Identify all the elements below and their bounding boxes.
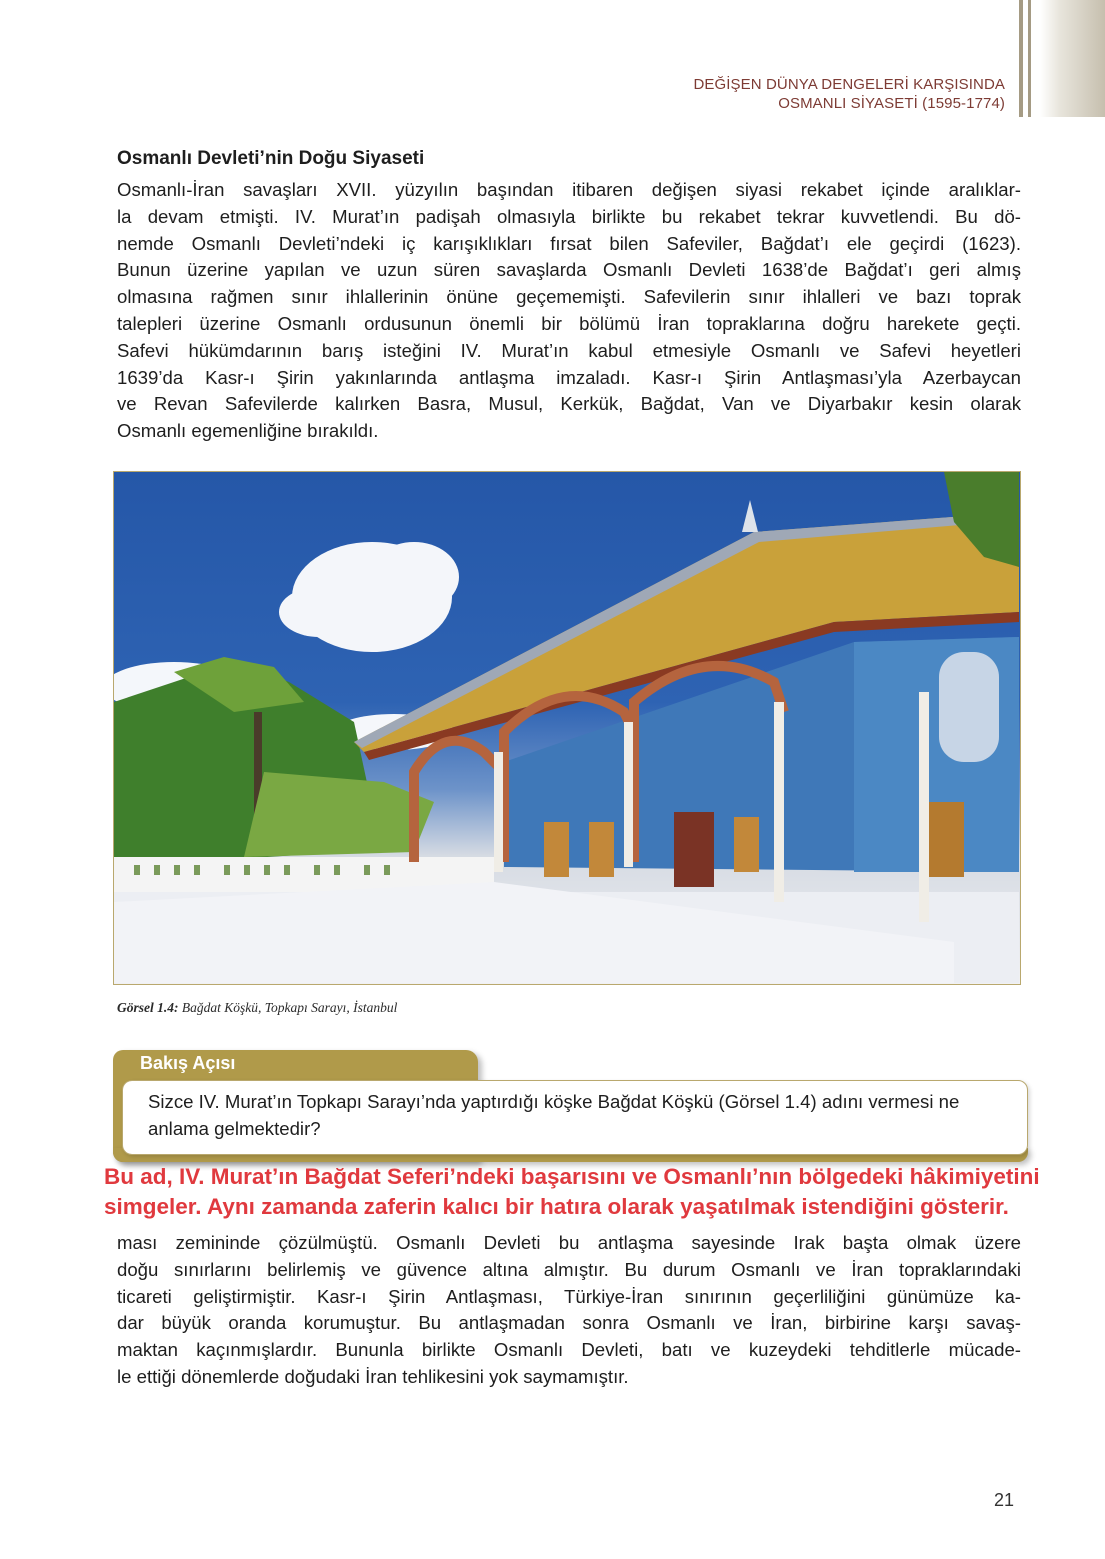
text-line: olmasına rağmen sınır ihlallerinin önüne geçememişti. Safevilerin sınır ihlalleri ve bazı toprak xyxy=(117,286,1021,308)
page-number: 21 xyxy=(994,1490,1015,1510)
header-decoration-bar xyxy=(1019,0,1023,117)
text-line: Osmanlı egemenliğine bırakıldı. xyxy=(117,420,379,442)
text-line: ması zemininde çözülmüştü. Osmanlı Devleti bu antlaşma sayesinde Irak başta olmak üzere xyxy=(117,1232,1021,1253)
text-line: nemde Osmanlı Devleti’ndeki iç karışıklıkları fırsat bilen Safeviler, Bağdat’ı ele geçirdi (1623). xyxy=(117,232,1021,254)
paragraph-1 xyxy=(117,177,1021,445)
paragraph-2 xyxy=(117,1230,1021,1391)
text-line: la devam etmişti. IV. Murat’ın padişah olmasıyla birlikte bu rekabet tekrar kuvvetlendi. Bu dö- xyxy=(117,205,1021,227)
handwritten-answer: Bu ad, IV. Murat’ın Bağdat Seferi’ndeki başarısını ve Osmanlı’nın bölgedeki hâkimiyetini simgeler. Aynı zamanda zaferin kalıcı bir hatıra olarak yaşatılmak istendiğini gösterir. xyxy=(104,1164,1040,1219)
running-head-line1: DEĞİŞEN DÜNYA DENGELERİ KARŞISINDA xyxy=(693,76,1005,93)
text-line: talepleri üzerine Osmanlı ordusunun önemli bir bölümü İran topraklarına doğru harekete geçti. xyxy=(117,312,1021,334)
section-title: Osmanlı Devleti’nin Doğu Siyaseti xyxy=(117,148,425,169)
figure-caption-text: Bağdat Köşkü, Topkapı Sarayı, İstanbul xyxy=(178,1000,398,1015)
text-line: 1639’da Kasr-ı Şirin yakınlarında antlaşma imzaladı. Kasr-ı Şirin Antlaşması’yla Azerbaycan xyxy=(117,366,1021,388)
text-line: Osmanlı-İran savaşları XVII. yüzyılın başından itibaren değişen siyasi rekabet içinde aralıklar- xyxy=(117,179,1021,200)
callout-question-box xyxy=(122,1080,1028,1155)
text-line: Safevi hükümdarının barış isteğini IV. Murat’ın kabul etmesiyle Osmanlı ve Safevi heyetleri xyxy=(117,339,1021,361)
running-head xyxy=(693,75,1005,113)
photo-illustration xyxy=(114,472,1019,983)
figure-photo-bagdat-kosku xyxy=(113,471,1021,985)
figure-caption xyxy=(117,1000,397,1016)
text-line: ticareti geliştirmiştir. Kasr-ı Şirin Antlaşması, Türkiye-İran sınırının geçerliliğini günümüze ka- xyxy=(117,1285,1021,1307)
header-decoration-bar xyxy=(1028,0,1031,117)
text-line: ve Revan Safevilerde kalırken Basra, Musul, Kerkük, Bağdat, Van ve Diyarbakır kesin olarak xyxy=(117,393,1021,415)
text-line: maktan kaçınmışlardır. Bununla birlikte Osmanlı Devleti, batı ve kuzeydeki tehditlerle mücade- xyxy=(117,1339,1021,1361)
callout-question: Sizce IV. Murat’ın Topkapı Sarayı’nda yaptırdığı köşke Bağdat Köşkü (Görsel 1.4) adını vermesi ne anlama gelmektedir? xyxy=(148,1091,960,1139)
figure-label: Görsel 1.4: xyxy=(117,1000,179,1015)
text-line: doğu sınırlarını belirlemiş ve güvence altına almıştır. Bu durum Osmanlı ve İran topraklarındaki xyxy=(117,1258,1021,1280)
callout-title: Bakış Açısı xyxy=(140,1053,236,1073)
text-line: le ettiği dönemlerde doğudaki İran tehlikesini yok saymamıştır. xyxy=(117,1365,629,1387)
text-line: dar büyük oranda korumuştur. Bu antlaşmadan sonra Osmanlı ve İran, birbirine karşı savaş- xyxy=(117,1312,1021,1334)
header-decoration-block xyxy=(1040,0,1105,117)
running-head-line2: OSMANLI SİYASETİ (1595-1774) xyxy=(778,95,1005,112)
text-line: Bunun üzerine yapılan ve uzun süren savaşlarda Osmanlı Devleti 1638’de Bağdat’ı geri almış xyxy=(117,259,1021,281)
